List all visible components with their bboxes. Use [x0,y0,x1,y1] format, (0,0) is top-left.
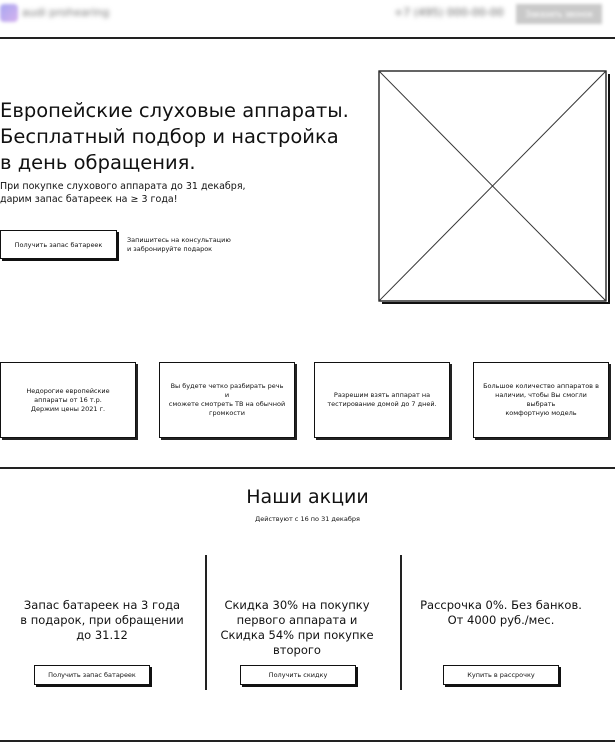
promo-text [411,598,591,628]
logo-text[interactable]: audi prohearing [22,6,110,19]
promos-subtitle: Действуют с 16 по 31 декабря [255,515,360,523]
column-divider [400,555,402,690]
feature-line: громкости [209,409,245,417]
hero-note-line: и забронируйте подарок [127,245,213,253]
promo-line: Скидка 54% при покупке [220,628,374,642]
hero-subtitle [0,180,280,206]
promo-batteries-button[interactable]: Получить запас батареек [34,665,150,685]
phone-number[interactable]: +7 (495) 000-00-00 [394,6,504,19]
promo-text [12,598,192,643]
feature-line: комфортную модель [505,409,577,417]
promo-line: От 4000 руб./мес. [447,613,555,627]
footer-divider [0,740,615,742]
hero-note [127,236,237,254]
promos-title: Наши акции [246,486,369,508]
hero-title [0,98,370,176]
feature-text [327,391,436,409]
feature-line: сможете смотреть ТВ на обычной [168,400,286,408]
get-batteries-button[interactable]: Получить запас батареек [0,230,117,259]
feature-line: наличии, чтобы Вы смогли выбрать [495,391,587,408]
feature-text [168,382,286,418]
promo-line: Скидка 30% на покупку [224,598,370,612]
hero-note-line: Запишитесь на консультацию [127,236,231,244]
section-divider [0,467,615,469]
feature-line: Разрешим взять аппарат на [333,391,431,399]
promo-text [207,598,387,658]
feature-card [0,362,136,438]
feature-line: Вы будете четко разбирать речь и [170,382,284,399]
feature-text [26,387,109,414]
promo-line: в подарок, при обращении [20,613,184,627]
promo-line: Запас батареек на 3 года [23,598,181,612]
feature-text [482,382,600,418]
header-divider [0,37,615,39]
hero-title-line: Европейские слуховые аппараты. [0,99,349,122]
feature-line: Недорогие европейские [26,386,110,395]
feature-line: Держим цены 2021 г. [30,404,106,413]
promo-line: первого аппарата и [236,613,358,627]
promo-line: второго [273,643,321,657]
feature-line: аппараты от 16 т.р. [34,395,102,404]
hero-title-line: в день обращения. [0,151,196,174]
image-placeholder [378,70,610,304]
logo-icon[interactable] [0,4,18,22]
hero-title-line: Бесплатный подбор и настройка [0,125,339,148]
feature-card [314,362,450,438]
hero-subtitle-line: дарим запас батареек на ≥ 3 года! [0,194,178,205]
feature-line: Большое количество аппаратов в [483,382,599,390]
promo-line: до 31.12 [76,628,128,642]
promo-discount-button[interactable]: Получить скидку [240,665,356,685]
feature-card [473,362,609,438]
promo-installment-button[interactable]: Купить в рассрочку [443,665,559,685]
feature-card [159,362,295,438]
feature-line: тестирование домой до 7 дней. [327,400,437,408]
callback-button[interactable]: Заказать звонок [516,4,602,24]
promo-line: Рассрочка 0%. Без банков. [420,598,582,612]
hero-subtitle-line: При покупке слухового аппарата до 31 декабря, [0,181,246,192]
